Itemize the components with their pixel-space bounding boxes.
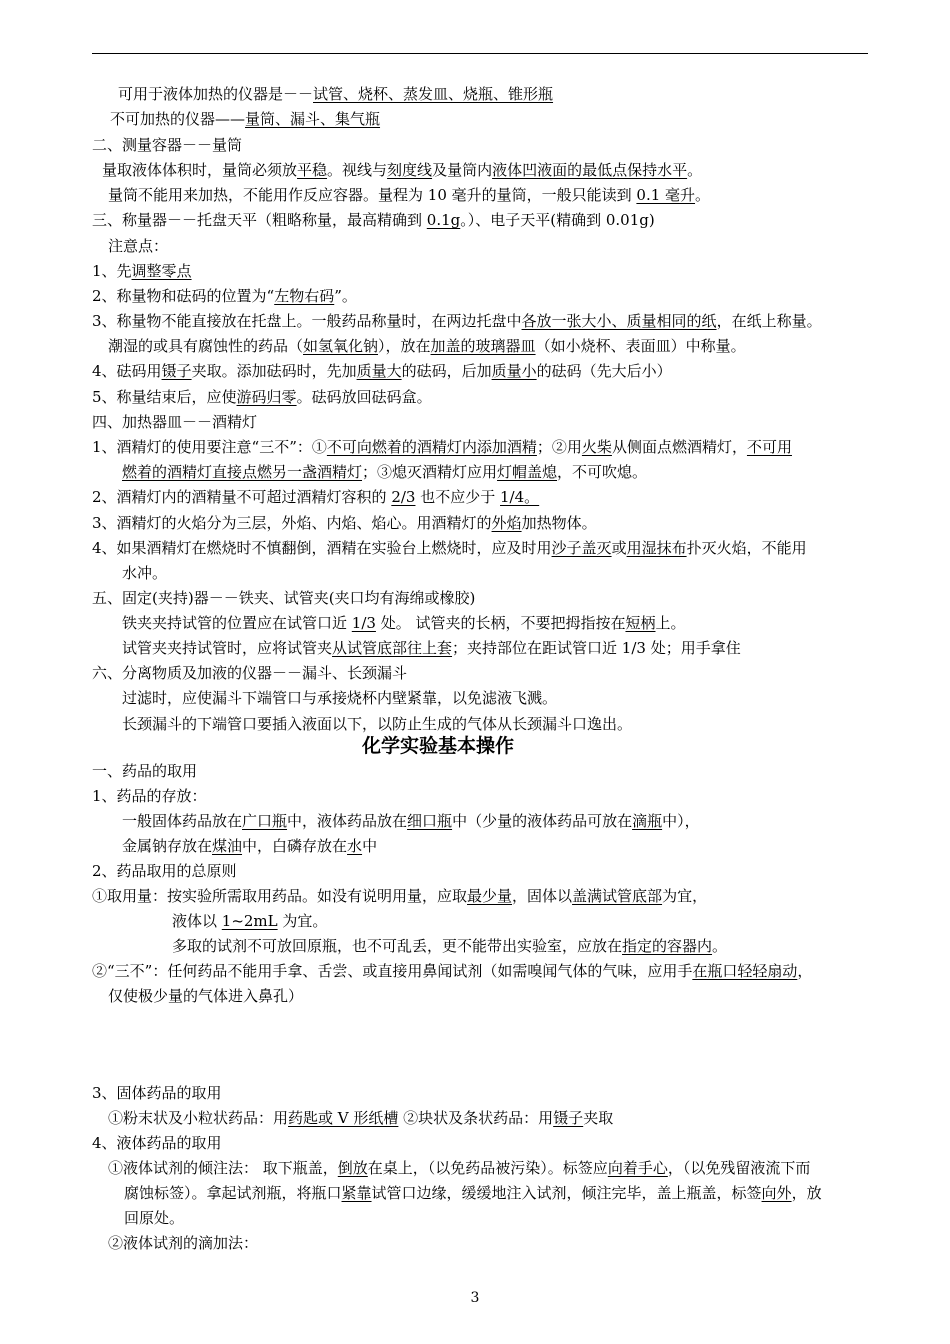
underlined-term: 试管、烧杯、蒸发皿、烧瓶、锥形瓶 [313,85,554,103]
text-run: 。砝码放回砝码盒。 [296,388,432,406]
text-line [122,687,557,709]
text-line [122,562,167,584]
text-run: ；夹持部位在距试管口近 1/3 处；用手拿住 [452,639,741,657]
underlined-term: 火柴 [581,438,612,456]
underlined-term: 液体凹液面的最低点保持水平 [492,161,688,179]
text-run: 四、加热器皿－－酒精灯 [92,413,258,431]
underlined-term: 镊子 [553,1109,584,1127]
underlined-term: 滴瓶 [632,812,663,830]
text-run: 3、称量物不能直接放在托盘上。一般药品称量时，在两边托盘中 [92,312,522,330]
text-run: 从侧面点燃酒精灯， [611,438,747,456]
text-line [124,1207,184,1229]
underlined-term: 量筒、漏斗、集气瓶 [245,110,381,128]
text-run: 化学实验基本操作 [362,735,515,757]
text-run: 中）， [662,812,700,830]
text-run: 扑灭火焰，不能用 [686,539,807,557]
text-run: 为宜， [662,887,708,905]
text-run: ①粉末状及小粒状药品：用 [108,1109,289,1127]
text-line [122,461,647,483]
underlined-term: 1/3 [351,614,376,632]
text-line [108,985,303,1007]
text-run: 为宜。 [277,912,328,930]
text-run: 中 [362,837,378,855]
underlined-term: 平稳 [297,161,328,179]
underlined-term: 向着手心 [607,1159,668,1177]
text-run: 二、测量容器－－量筒 [92,136,243,154]
text-line [92,537,807,559]
text-run: ，在纸上称量。 [716,312,822,330]
text-run: 1、药品的存放： [92,787,207,805]
underlined-term: 2/3 [391,488,416,506]
text-run: 可用于液体加热的仪器是－－ [118,85,314,103]
text-run: ①取用量：按实验所需取用药品。如没有说明用量，应取 [92,887,468,905]
text-line [122,810,700,832]
underlined-term: 倒放 [337,1159,368,1177]
text-line [92,486,539,508]
text-run: 3、固体药品的取用 [92,1084,222,1102]
text-line [92,285,357,307]
text-run: （如小烧杯、表面皿）中称量。 [535,337,746,355]
text-run: 水冲。 [122,564,168,582]
text-run: 夹取 [583,1109,614,1127]
text-run: 试管夹夹持试管时，应将试管夹 [122,639,333,657]
text-run: 上。 [655,614,686,632]
underlined-term: 质量大 [356,362,402,380]
text-line [92,960,812,982]
text-run: ，放 [791,1184,822,1202]
text-run: 一、药品的取用 [92,762,198,780]
text-run: ；②用 [536,438,582,456]
text-line [92,885,707,907]
underlined-term: 加盖的玻璃器皿 [430,337,536,355]
underlined-term: 燃着的酒精灯直接点燃另一盏酒精灯 [122,463,363,481]
text-line [108,1232,258,1254]
text-line [92,134,242,156]
text-line [92,760,197,782]
text-run: 回原处。 [124,1209,185,1227]
text-run: ；③熄灭酒精灯应用 [362,463,498,481]
text-line [92,310,822,332]
underlined-term: 向外 [761,1184,792,1202]
text-run: ②液体试剂的滴加法： [108,1234,259,1252]
text-run: 。 [695,186,711,204]
underlined-term: 短柄 [625,614,656,632]
text-run: 3、酒精灯的火焰分为三层，外焰、内焰、焰心。用酒精灯的 [92,514,492,532]
underlined-term: 镊子 [161,362,192,380]
text-run: 五、固定(夹持)器－－铁夹、试管夹(夹口均有海绵或橡胶) [92,589,476,607]
header-rule [92,53,868,54]
text-run: 金属钠存放在 [122,837,213,855]
text-line [108,1107,613,1129]
text-run: 三、称量器－－托盘天平（粗略称量，最高精确到 [92,211,427,229]
underlined-term: 最少量 [467,887,513,905]
text-line [172,935,727,957]
text-run: 2、称量物和砝码的位置为“ [92,287,275,305]
text-run: 铁夹夹持试管的位置应在试管口近 [122,614,352,632]
text-run: 1、先 [92,262,132,280]
underlined-term: 用湿抹布 [626,539,687,557]
underlined-term: 从试管底部往上套 [332,639,453,657]
text-line [92,512,597,534]
text-run: 4、如果酒精灯在燃烧时不慎翻倒，酒精在实验台上燃烧时，应及时用 [92,539,552,557]
underlined-term: 盖满试管底部 [572,887,663,905]
text-line [108,235,168,257]
text-line [92,411,257,433]
text-run: ②块状及条状药品：用 [398,1109,554,1127]
text-run: 夹取。添加砝码时，先加 [191,362,357,380]
text-run: 或 [611,539,627,557]
text-run: 多取的试剂不可放回原瓶，也不可乱丢，更不能带出实验室，应放在 [172,937,623,955]
text-run: 。视线与 [327,161,388,179]
text-line [92,260,192,282]
underlined-term: 灯帽盖熄 [497,463,558,481]
underlined-term: 1~2mL [221,912,278,930]
text-run: ，（以免残留液流下而 [667,1159,811,1177]
underlined-term: 药匙或 V 形纸槽 [288,1109,399,1127]
section-title [362,735,514,757]
text-line [122,713,632,735]
text-run: 量筒不能用来加热，不能用作反应容器。量程为 10 毫升的量筒，一般只能读到 [108,186,637,204]
text-run: 。 [687,161,703,179]
text-run: 六、分离物质及加液的仪器－－漏斗、长颈漏斗 [92,664,408,682]
text-run: 2、酒精灯内的酒精量不可超过酒精灯容积的 [92,488,392,506]
text-run: 液体以 [172,912,222,930]
underlined-term: 质量小 [491,362,537,380]
text-line [122,637,741,659]
underlined-term: 外焰 [491,514,522,532]
text-run: 仅使极少量的气体进入鼻孔） [108,987,304,1005]
text-run: ①液体试剂的倾注法： 取下瓶盖， [108,1159,338,1177]
text-line [118,83,553,105]
text-run: 中，白磷存放在 [242,837,348,855]
text-line [108,335,746,357]
text-run: 2、药品取用的总原则 [92,862,237,880]
text-line [92,360,672,382]
text-line [172,910,327,932]
text-run: 过滤时，应使漏斗下端管口与承接烧杯内壁紧靠，以免滤液飞溅。 [122,689,558,707]
underlined-term: 不可向燃着的酒精灯内添加酒精 [326,438,537,456]
text-run: 在桌上，（以免药品被污染）。标签应 [367,1159,608,1177]
underlined-term: 指定的容器内 [622,937,713,955]
text-run: ， [797,962,813,980]
underlined-term: 0.1 毫升 [636,186,696,204]
text-run: 腐蚀标签）。拿起试剂瓶，将瓶口 [124,1184,342,1202]
text-run: 潮湿的或具有腐蚀性的药品（ [108,337,304,355]
underlined-term: 1/4。 [500,488,540,506]
text-run: ），放在 [378,337,431,355]
text-line [92,785,207,807]
text-line [92,386,432,408]
text-line [92,860,237,882]
text-run: 4、砝码用 [92,362,162,380]
text-run: ②“三不”：任何药品不能用手拿、舌尝、或直接用鼻闻试剂（如需嗅闻气体的气味，应用手 [92,962,693,980]
underlined-term: 如氢氧化钠 [303,337,379,355]
text-line [110,108,380,130]
text-line [102,159,702,181]
text-run: 试管口边缘，缓缓地注入试剂，倾注完毕，盖上瓶盖，标签 [371,1184,762,1202]
underlined-term: 左物右码 [274,287,335,305]
underlined-term: 0.1g [426,211,461,229]
underlined-term: 游码归零 [236,388,297,406]
underlined-term: 调整零点 [131,262,192,280]
text-line [92,662,407,684]
text-line [122,835,377,857]
text-line [92,209,655,231]
underlined-term: 广口瓶 [242,812,288,830]
underlined-term: 刻度线 [387,161,433,179]
text-run: 也不应少于 [415,488,501,506]
text-line [92,1082,222,1104]
page-number: 3 [470,1290,480,1306]
text-line [108,184,710,206]
underlined-term: 水 [347,837,363,855]
underlined-term: 不可用 [746,438,792,456]
text-line [108,1157,810,1179]
text-run: 及量筒内 [432,161,493,179]
text-run: 。）、电子天平(精确到 0.01g) [460,211,655,229]
underlined-term: 紧靠 [341,1184,372,1202]
underlined-term: 在瓶口轻轻扇动 [692,962,798,980]
text-line [124,1182,822,1204]
text-run: 注意点： [108,237,169,255]
text-run: 不可加热的仪器—— [110,110,246,128]
text-run: 4、液体药品的取用 [92,1134,222,1152]
underlined-term: 沙子盖灭 [551,539,612,557]
text-line [92,436,792,458]
text-line [92,587,475,609]
text-run: 量取液体体积时，量筒必须放 [102,161,298,179]
text-run: 一般固体药品放在 [122,812,243,830]
text-run: 中，液体药品放在 [287,812,408,830]
text-run: 中（少量的液体药品可放在 [452,812,633,830]
underlined-term: 各放一张大小、质量相同的纸 [521,312,717,330]
text-run: 的砝码，后加 [401,362,492,380]
text-run: 处。 试管夹的长柄，不要把拇指按在 [375,614,626,632]
text-run: 。 [712,937,728,955]
text-run: 加热物体。 [521,514,597,532]
text-run: ，固体以 [512,887,573,905]
text-line [122,612,686,634]
text-run: ，不可吹熄。 [557,463,648,481]
text-run: ”。 [334,287,357,305]
text-run: 5、称量结束后，应使 [92,388,237,406]
text-run: 1、酒精灯的使用要注意“三不”：① [92,438,327,456]
text-line [92,1132,222,1154]
underlined-term: 煤油 [212,837,243,855]
text-run: 的砝码（先大后小） [536,362,672,380]
text-run: 长颈漏斗的下端管口要插入液面以下，以防止生成的气体从长颈漏斗口逸出。 [122,715,633,733]
underlined-term: 细口瓶 [407,812,453,830]
